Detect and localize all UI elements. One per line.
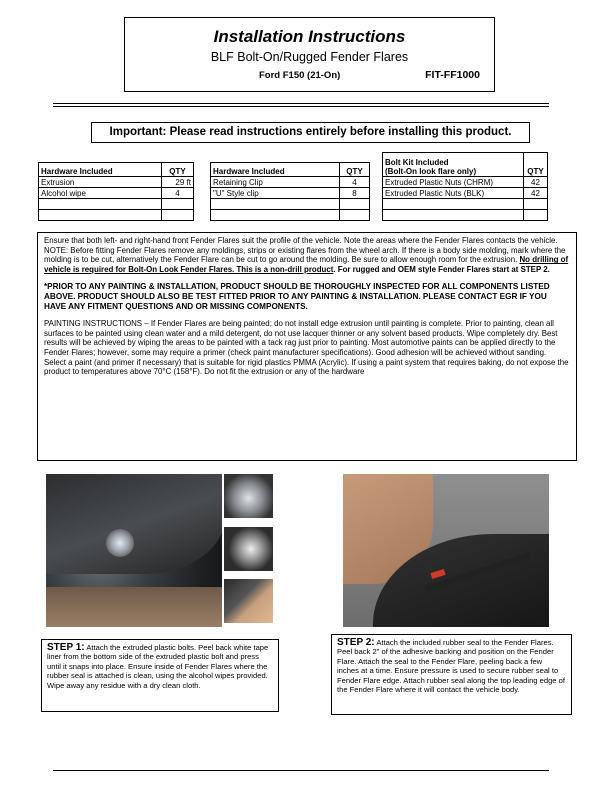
photo-seal-attach (343, 474, 549, 627)
table-cell (211, 210, 340, 221)
divider-bottom (53, 106, 549, 107)
step-2-label: STEP 2: (337, 637, 375, 648)
table-cell-qty: 4 (162, 188, 194, 199)
table-cell-qty (524, 210, 548, 221)
bolt-kit-table (382, 152, 548, 221)
important-notice: Important: Please read instructions entirely before installing this product. (91, 122, 530, 143)
photo-background (46, 587, 222, 627)
photo-flare (46, 474, 222, 574)
table-cell (211, 199, 340, 210)
table-cell: "U" Style clip (211, 188, 340, 199)
photo-bolt-underside (224, 527, 273, 571)
table-header: Hardware Included (211, 163, 340, 177)
table-row (211, 210, 370, 221)
table-cell: Extruded Plastic Nuts (BLK) (383, 188, 524, 199)
table-cell-qty: 42 (524, 188, 548, 199)
divider-top (53, 103, 549, 104)
hardware-table-1 (38, 162, 194, 221)
part-code: FIT-FF1000 (425, 69, 480, 81)
instructions-paragraph-1 (44, 236, 570, 275)
table-cell-qty: 4 (340, 177, 370, 188)
table-row (39, 177, 194, 188)
table-row (383, 177, 548, 188)
table-cell: Alcohol wipe (39, 188, 162, 199)
table-cell-qty (162, 210, 194, 221)
photo-bolt-installed (46, 474, 222, 627)
step-2-text: Attach the included rubber seal to the Fender Flares. Peel back 2" of the adhesive backing and position on the Fender Flare. Attach the seal to the Fender Flare, peeling back a few inches at a time. Ensure pressure is used to secure rubber seal to Fender Flare edge. Attach rubber seal along the top leading edge of the Fender Flare where it will contact the vehicle body. (337, 638, 565, 695)
table-row (39, 210, 194, 221)
hardware-table-2 (210, 162, 370, 221)
table-row (211, 177, 370, 188)
title-box (124, 17, 495, 92)
photo-bolt-closeup (224, 474, 273, 518)
table-cell-qty (340, 210, 370, 221)
table-cell: Extrusion (39, 177, 162, 188)
painting-instructions: PAINTING INSTRUCTIONS – If Fender Flares are being painted; do not install edge extrusion until painting is complete. Prior to painting, clean all surfaces to be painted using clean water and a mild detergent, do not use lacquer thinner or any solvent based products. Wipe completely dry. Best results will be achieved by wiping the areas to be painted with a tack rag just prior to painting. Most automotive paints can be applied directly to the Fender Flares; however, some may require a primer (check paint manufacturer specifications). Good adhesion will be achieved without sanding. Select a paint (and primer if necessary) that is suitable for rigid plastics PMMA (Acrylic). If using a paint system that requires baking, do not expose the product to temperatures above 70°C (158°F). Do not fit the extrusion or any of the hardware (44, 318, 569, 377)
step-1-label: STEP 1: (47, 642, 85, 653)
table-cell-qty: 42 (524, 177, 548, 188)
table-row (383, 199, 548, 210)
table-cell-qty: 8 (340, 188, 370, 199)
table-header (383, 153, 524, 177)
table-header: Hardware Included (39, 163, 162, 177)
instructions-text: Ensure that both left- and right-hand front Fender Flares suit the profile of the vehicle. Note the areas where the Fender Flares contacts the vehicle. NOTE: Before fitting Fender Flares remove any moldings, strips or existing flares from the wheel arch. If there is a body side molding, mark where the molding is to be cut, alternatively the Fender Flare can be cut to go around the molding. Be sure to allow enough room for the extrusion. (44, 236, 566, 265)
table-row (383, 188, 548, 199)
table-header-qty: QTY (524, 153, 548, 177)
table-cell (39, 199, 162, 210)
page-title: Installation Instructions (213, 27, 406, 46)
table-cell-qty (162, 199, 194, 210)
no-drill-note: No drilling of vehicle is required for Bolt-On Look Fender Flares. This is a non-drill product (44, 255, 569, 275)
vehicle-model: Ford F150 (21-On) (259, 70, 341, 81)
start-step-note: . For rugged and OEM style Fender Flares start at STEP 2. (333, 265, 550, 275)
table-row (383, 210, 548, 221)
table-row (39, 199, 194, 210)
inspection-warning: *PRIOR TO ANY PAINTING & INSTALLATION, PRODUCT SHOULD BE THOROUGHLY INSPECTED FOR ALL COMPONENTS LISTED ABOVE. PRODUCT SHOULD ALSO BE TEST FITTED PRIOR TO ANY PAINTING & INSTALLATION. PLEASE CONTACT EGR IF YOU HAVE ANY FITMENT QUESTIONS AND OR MISSING COMPONENTS. (44, 281, 550, 311)
table-row (211, 199, 370, 210)
step-1-box (41, 639, 279, 712)
photo-bolt (106, 529, 134, 557)
table-header-qty: QTY (162, 163, 194, 177)
table-header-line: (Bolt-On look flare only) (385, 167, 477, 176)
instructions-box (37, 232, 577, 461)
table-row (39, 188, 194, 199)
step-1-text: Attach the extruded plastic bolts. Peel back white tape liner from the bottom side of the extruded plastic bolt and press until it snaps into place. Ensure inside of Fender Flares where the rubber seal is attached is clean, using the alcohol wipes provided. Wipe away any residue with a dry clean cloth. (47, 643, 269, 690)
table-cell-qty (340, 199, 370, 210)
table-header-line: Bolt Kit Included (385, 158, 449, 167)
page-subtitle: BLF Bolt-On/Rugged Fender Flares (210, 50, 409, 64)
table-cell (383, 210, 524, 221)
table-header-qty: QTY (340, 163, 370, 177)
table-row (211, 188, 370, 199)
table-cell-qty (524, 199, 548, 210)
table-cell: Extruded Plastic Nuts (CHRM) (383, 177, 524, 188)
step-2-box (331, 634, 572, 715)
table-cell (383, 199, 524, 210)
photo-bolt-press (224, 579, 273, 623)
table-cell (39, 210, 162, 221)
table-cell-qty: 29 ft (162, 177, 194, 188)
table-cell: Retaining Clip (211, 177, 340, 188)
footer-divider (53, 770, 549, 771)
